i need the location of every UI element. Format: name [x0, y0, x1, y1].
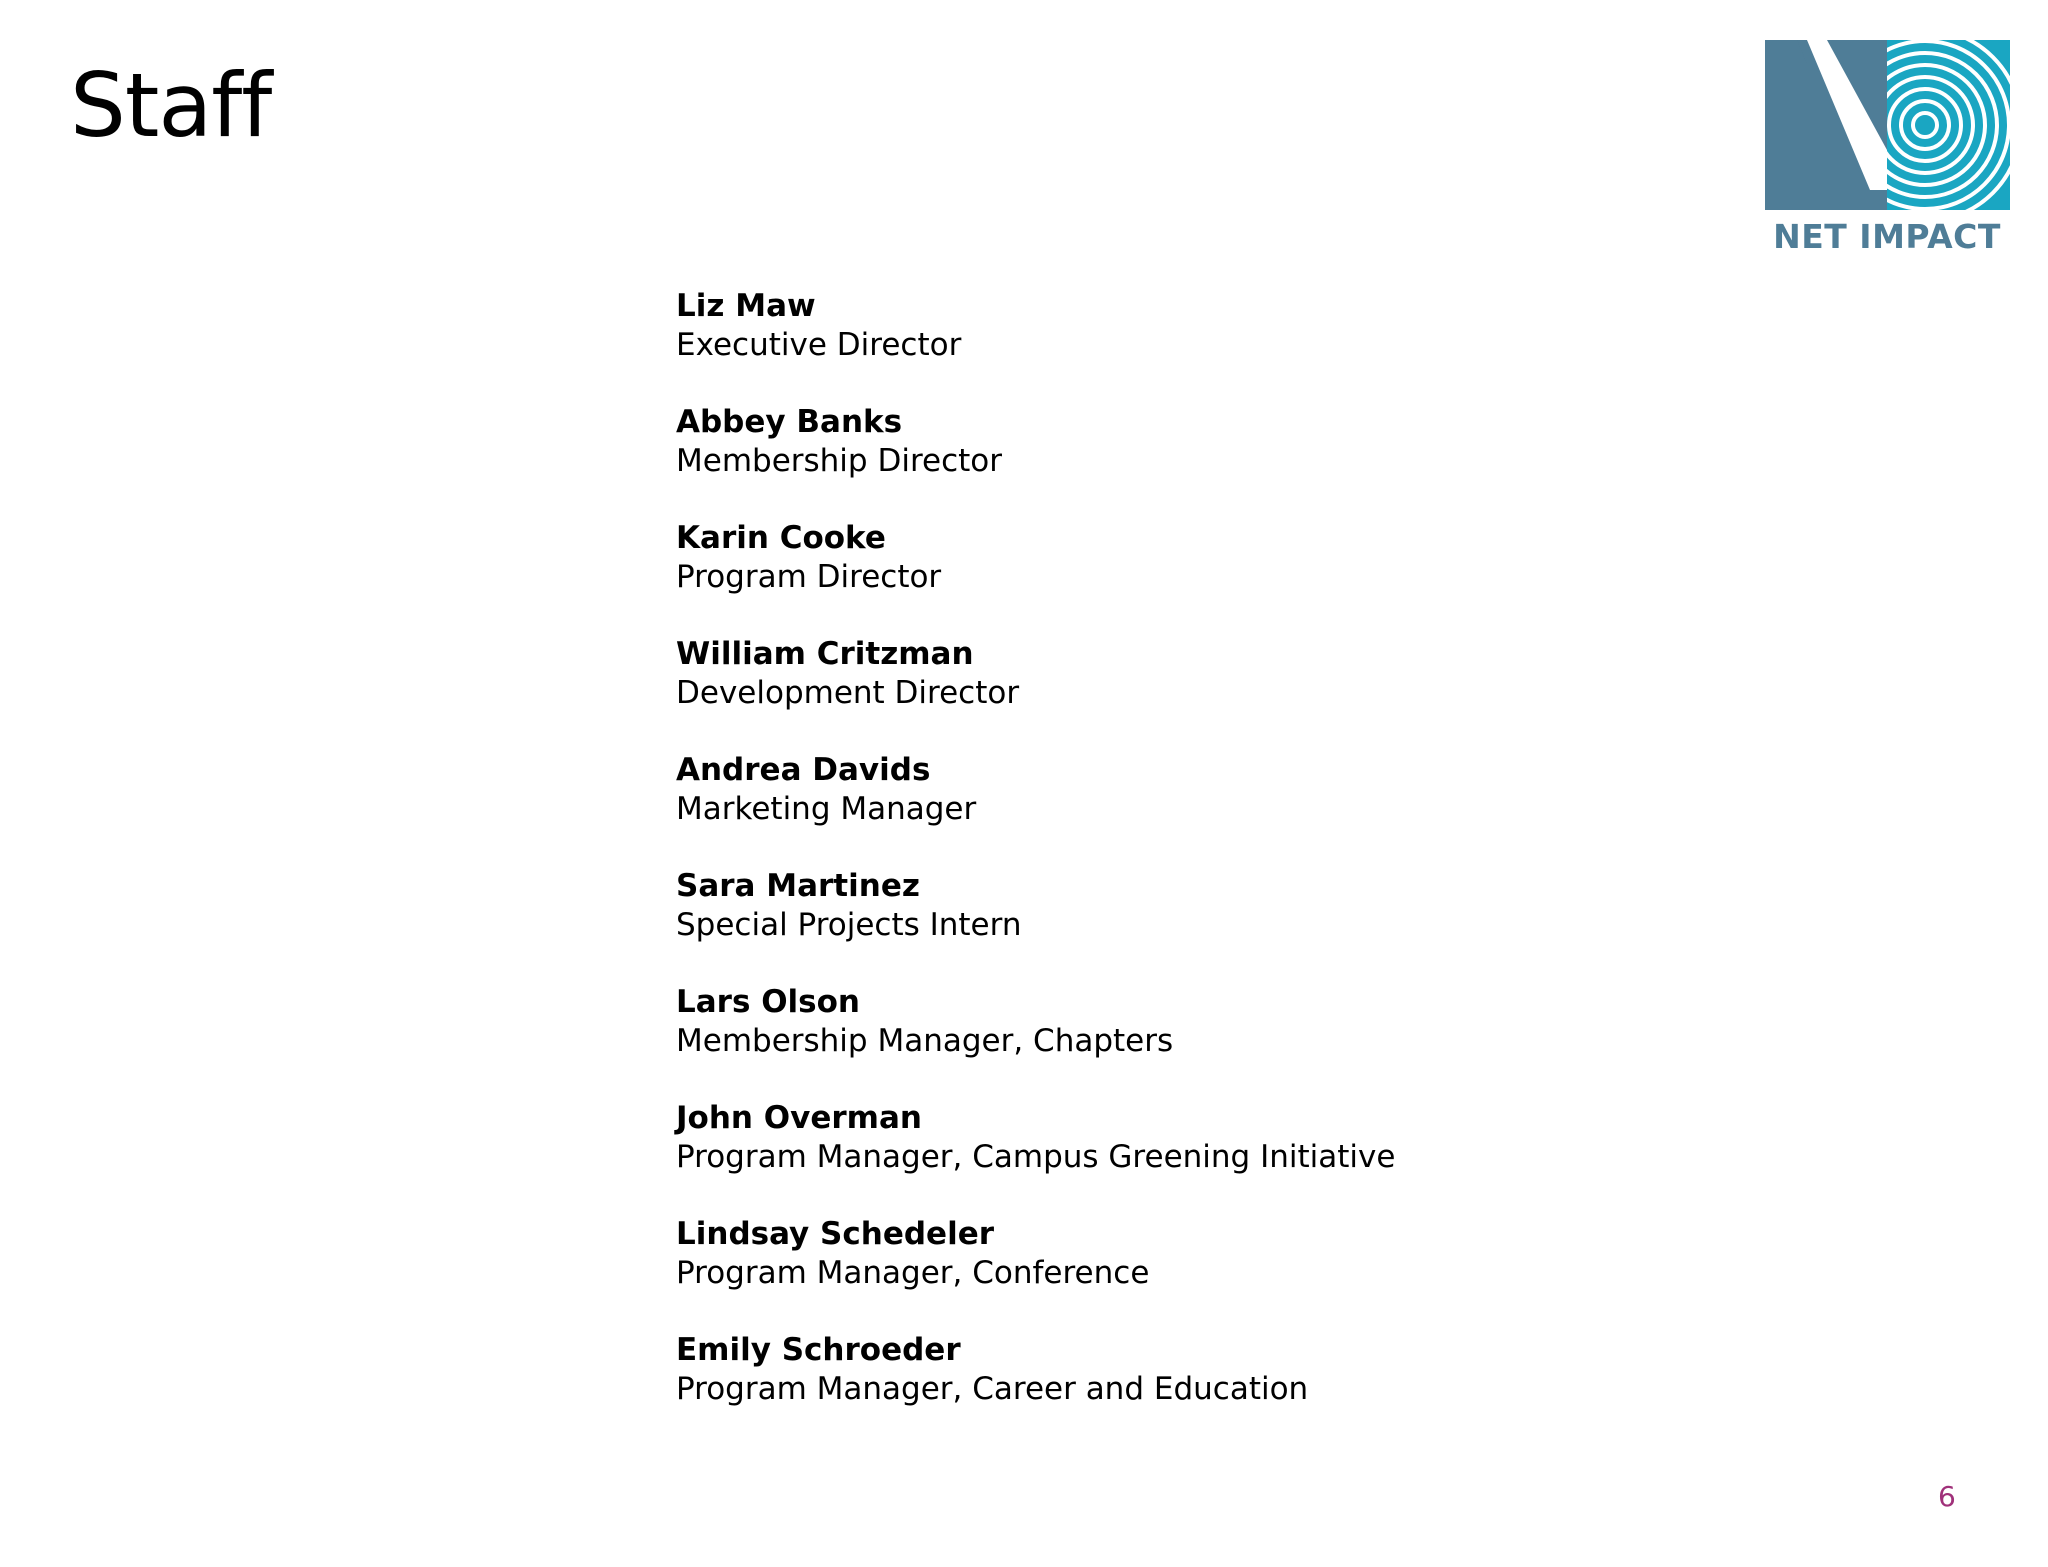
logo-text: NET IMPACT [1773, 217, 2001, 255]
staff-entry [676, 403, 1395, 519]
staff-name: Lars Olson [676, 984, 861, 1020]
staff-role: Special Projects Intern [676, 907, 1022, 943]
staff-role: Program Manager, Campus Greening Initiative [676, 1139, 1396, 1175]
net-impact-logo [1765, 40, 2010, 255]
staff-role: Development Director [676, 675, 1020, 711]
staff-entry [676, 287, 1395, 403]
staff-name: Lindsay Schedeler [676, 1216, 995, 1252]
staff-name: Karin Cooke [676, 520, 886, 556]
staff-name: John Overman [676, 1100, 922, 1136]
staff-entry [676, 751, 1395, 867]
staff-role: Membership Director [676, 443, 1002, 479]
staff-entry [676, 983, 1395, 1099]
staff-name: Andrea Davids [676, 752, 931, 788]
staff-name: Emily Schroeder [676, 1332, 961, 1368]
staff-role: Executive Director [676, 327, 962, 363]
staff-name: Sara Martinez [676, 868, 920, 904]
staff-entry [676, 1099, 1395, 1215]
page-title: Staff [70, 54, 272, 157]
staff-entry [676, 1215, 1395, 1331]
staff-role: Program Manager, Career and Education [676, 1371, 1309, 1407]
staff-entry [676, 1331, 1395, 1447]
staff-name: William Critzman [676, 636, 974, 672]
staff-role: Marketing Manager [676, 791, 977, 827]
staff-entry [676, 867, 1395, 983]
staff-name: Liz Maw [676, 288, 816, 324]
staff-entry [676, 519, 1395, 635]
staff-role: Program Manager, Conference [676, 1255, 1150, 1291]
staff-role: Program Director [676, 559, 942, 595]
staff-role: Membership Manager, Chapters [676, 1023, 1174, 1059]
page-number: 6 [1938, 1480, 1956, 1513]
staff-name: Abbey Banks [676, 404, 903, 440]
net-impact-logo-mark [1765, 40, 2010, 255]
staff-entry [676, 635, 1395, 751]
staff-list [676, 287, 1395, 1447]
